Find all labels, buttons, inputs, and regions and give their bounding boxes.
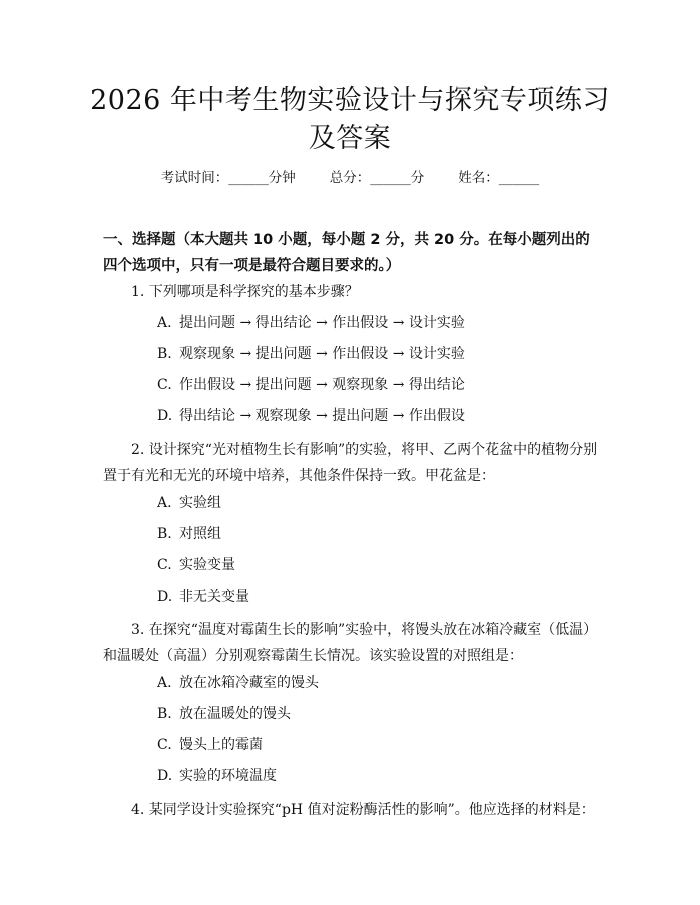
option-letter: C.: [157, 377, 172, 393]
option-text: 实验变量: [179, 557, 235, 573]
option-text: 提出问题 → 得出结论 → 作出假设 → 设计实验: [179, 315, 465, 331]
option-letter: D.: [157, 589, 173, 605]
exam-info-line: [0, 168, 700, 188]
option-text: 作出假设 → 提出问题 → 观察现象 → 得出结论: [179, 377, 465, 393]
option-text: 观察现象 → 提出问题 → 作出假设 → 设计实验: [179, 346, 465, 362]
option-letter: A.: [157, 495, 172, 511]
option-letter: B.: [157, 706, 172, 722]
option-letter: C.: [157, 557, 172, 573]
option-letter: A.: [157, 675, 172, 691]
question-option: [157, 673, 319, 693]
name-field: 姓名：______: [458, 170, 540, 186]
option-letter: B.: [157, 346, 172, 362]
page-title: 2026 年中考生物实验设计与探究专项练习及答案: [90, 85, 610, 154]
option-text: 实验组: [179, 495, 221, 511]
question-option: [157, 313, 465, 333]
option-letter: B.: [157, 526, 172, 542]
option-text: 放在冰箱冷藏室的馒头: [179, 675, 319, 691]
question-stem: 3. 在探究“温度对霉菌生长的影响”实验中，将馒头放在冰箱冷藏室（低温）和温暖处（高温）分别观察霉菌生长情况。该实验设置的对照组是：: [103, 622, 598, 664]
section-heading: 一、选择题（本大题共 10 小题，每小题 2 分，共 20 分。在每小题列出的四个选项中，只有一项是最符合题目要求的。）: [103, 232, 590, 274]
question-option: [157, 344, 465, 364]
option-letter: A.: [157, 315, 172, 331]
question-option: [157, 524, 221, 544]
option-text: 实验的环境温度: [179, 768, 277, 784]
option-letter: D.: [157, 408, 173, 424]
option-text: 馒头上的霉菌: [179, 737, 263, 753]
question-stem: 2. 设计探究“光对植物生长有影响”的实验，将甲、乙两个花盆中的植物分别置于有光和无光的环境中培养，其他条件保持一致。甲花盆是：: [103, 442, 598, 484]
question-option: [157, 375, 465, 395]
question-stem: 1. 下列哪项是科学探究的基本步骤？: [131, 284, 359, 300]
option-text: 放在温暖处的馒头: [179, 706, 291, 722]
exam-time-field: 考试时间：______分钟: [160, 170, 296, 186]
question-option: [157, 704, 291, 724]
question-option: [157, 766, 277, 786]
option-text: 对照组: [179, 526, 221, 542]
total-score-field: 总分：______分: [329, 170, 425, 186]
question-option: [157, 735, 263, 755]
question-option: [157, 493, 221, 513]
option-letter: D.: [157, 768, 173, 784]
question-stem: 4. 某同学设计实验探究“pH 值对淀粉酶活性的影响”。他应选择的材料是：: [131, 802, 595, 818]
question-option: [157, 555, 235, 575]
option-text: 非无关变量: [179, 589, 249, 605]
question-option: [157, 587, 249, 607]
question-option: [157, 406, 465, 426]
option-text: 得出结论 → 观察现象 → 提出问题 → 作出假设: [179, 408, 465, 424]
option-letter: C.: [157, 737, 172, 753]
